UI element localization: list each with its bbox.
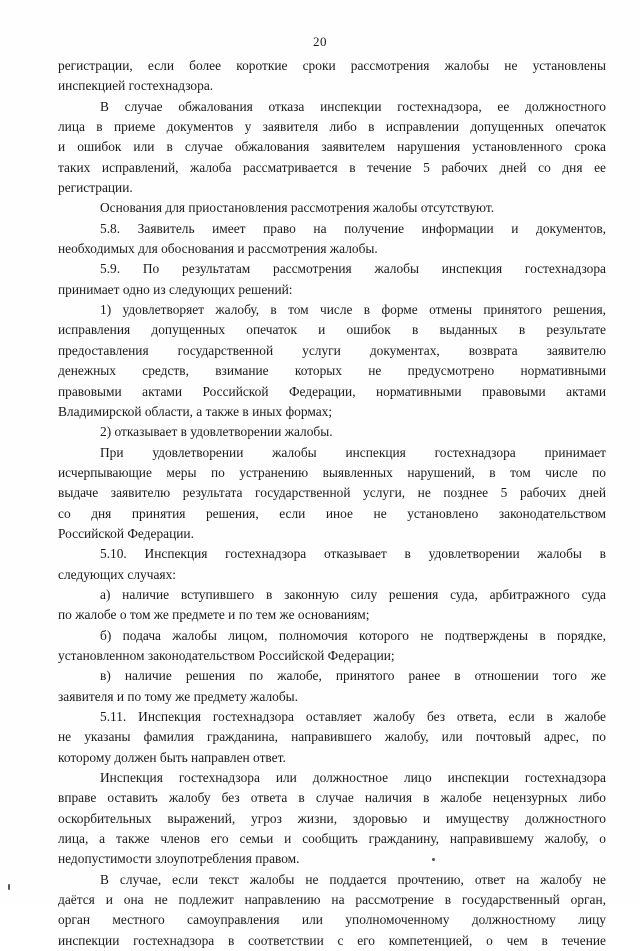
text-line: не указаны фамилия гражданина, направившего жалобу, или почтовый адрес, по [58,729,606,745]
text-line: Российской Федерации. [58,525,194,541]
text-line: вправе оставить жалобу без ответа в случае наличия в жалобе нецензурных либо [58,790,606,806]
text-line: денежных средств, взимание которых не предусмотрено нормативными [58,363,606,379]
text-line: по жалобе о том же предмете и по тем же основаниям; [58,607,370,623]
text-line: даётся и она не подлежит направлению на рассмотрение в государственный орган, [58,892,606,908]
text-line: со дня принятия решения, если иное не установлено законодательством [58,505,606,521]
text-line: регистрации. [58,180,133,196]
text-line: регистрации, если более короткие сроки рассмотрения жалобы не установлены [58,58,606,73]
text-line: предоставления государственной услуги документах, возврата заявителю [58,342,606,358]
text-line: таких исправлений, жалоба рассматривается в течение 5 рабочих дней со дня ее [58,159,606,175]
text-line: в) наличие решения по жалобе, принятого ранее в отношении того же [100,668,606,684]
text-line: б) подача жалобы лицом, полномочия которого не подтверждены в порядке, [100,627,606,643]
text-line: 5.8. Заявитель имеет право на получение информации и документов, [100,220,606,236]
text-line: В случае обжалования отказа инспекции гостехнадзора, ее должностного [100,98,606,114]
scan-speck [8,884,10,890]
text-line: Инспекция гостехнадзора или должностное лицо инспекции гостехнадзора [100,770,606,786]
text-line: недопустимости злоупотребления правом. [58,851,300,867]
text-line: орган местного самоуправления или уполномоченному должностному лицу [58,912,606,928]
text-line: необходимых для обоснования и рассмотрения жалобы. [58,241,378,257]
text-line: выдаче заявителю результата государственной услуги, не позднее 5 рабочих дней [58,485,606,501]
text-line: 5.11. Инспекция гостехнадзора оставляет жалобу без ответа, если в жалобе [100,709,606,724]
text-line: инспекции гостехнадзора в соответствии с его компетенцией, о чем в течение [58,932,606,948]
text-line: При удовлетворении жалобы инспекция гостехнадзора принимает [100,444,606,460]
text-line: установленном законодательством Российской Федерации; [58,647,395,663]
text-line: принимает одно из следующих решений: [58,281,293,297]
text-line: правовыми актами Российской Федерации, нормативными правовыми актами [58,383,606,399]
text-line: 5.10. Инспекция гостехнадзора отказывает в удовлетворении жалобы в [100,546,606,562]
text-line: которому должен быть направлен ответ. [58,749,286,765]
text-line: заявителя и по тому же предмету жалобы. [58,688,299,704]
text-line: 5.9. По результатам рассмотрения жалобы инспекция гостехнадзора [100,261,606,277]
text-line: исчерпывающие меры по устранению выявленных нарушений, в том числе по [58,464,606,480]
text-line: следующих случаях: [58,566,176,582]
text-line: а) наличие вступившего в законную силу решения суда, арбитражного суда [100,586,606,602]
text-line: В случае, если текст жалобы не поддается прочтению, ответ на жалобу не [100,871,606,887]
text-line: Основания для приостановления рассмотрения жалобы отсутствуют. [100,200,495,216]
text-line: Владимирской области, а также в иных формах; [58,403,333,419]
text-line: оскорбительных выражений, угроз жизни, здоровью и имуществу должностного [58,810,606,826]
text-line: лица, а также членов его семьи и сообщить гражданину, направившему жалобу, о [58,831,606,847]
scan-speck [432,858,435,861]
text-line: инспекцией гостехнадзора. [58,78,214,94]
text-line: 2) отказывает в удовлетворении жалобы. [100,424,333,440]
text-line: и ошибок или в случае обжалования заявителем нарушения установленного срока [58,139,606,155]
text-line: лица в приеме документов у заявителя либо в исправлении допущенных опечаток [58,119,606,135]
page-number: 20 [313,34,327,49]
text-line: исправления допущенных опечаток и ошибок в выданных в результате [58,322,606,338]
document-body [58,56,606,951]
text-line: 1) удовлетворяет жалобу, в том числе в форме отмены принятого решения, [100,302,606,318]
